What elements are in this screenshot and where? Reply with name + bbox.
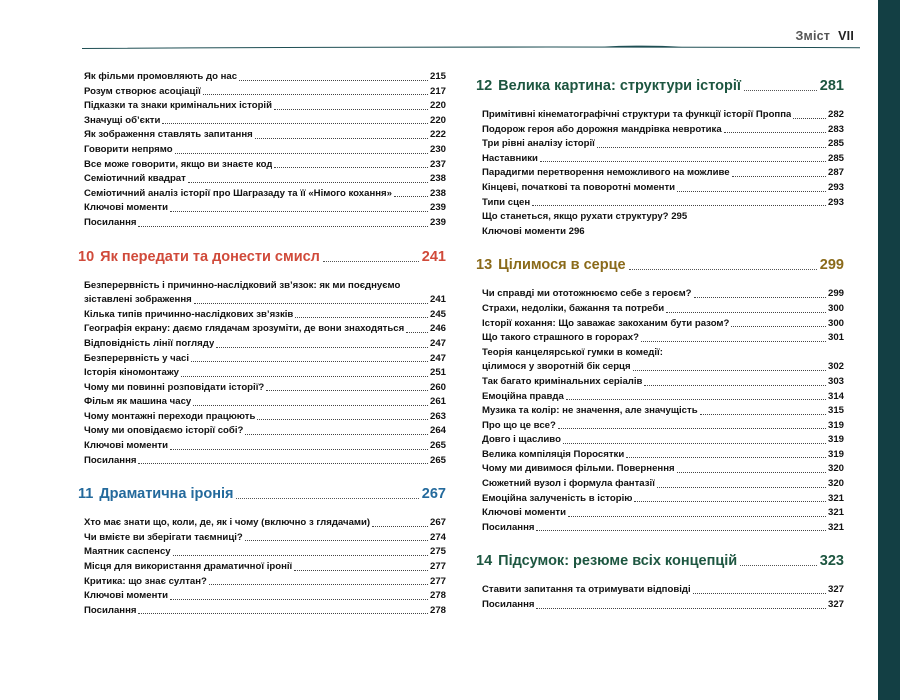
toc-group-ch13	[482, 287, 844, 535]
toc-left-column	[78, 70, 446, 618]
toc-entry[interactable]: Парадигми перетворення неможливого на можливе 287	[482, 167, 844, 179]
toc-entry[interactable]: Як зображення ставлять запитання 222	[84, 129, 446, 141]
toc-entry[interactable]: Безперервність у часі 247	[84, 352, 446, 364]
toc-entry[interactable]: Подорож героя або дорожня мандрівка невротика 283	[482, 123, 844, 135]
toc-entry[interactable]: Чи справді ми ототожнюємо себе з героєм? 299	[482, 288, 844, 300]
toc-entry[interactable]: Так багато кримінальних серіалів 303	[482, 375, 844, 387]
toc-entry[interactable]: Ключові моменти 239	[84, 202, 446, 214]
toc-entry[interactable]: Значущі об’єкти 220	[84, 114, 446, 126]
chapter-heading-12[interactable]: 12 Велика картина: структури історії 281	[476, 78, 844, 94]
toc-entry[interactable]: Посилання 327	[482, 599, 844, 611]
chapter-heading-11[interactable]: 11 Драматична іронія 267	[78, 486, 446, 503]
toc-entry[interactable]: Три рівні аналізу історії 285	[482, 138, 844, 150]
sidebar-strip	[878, 0, 900, 700]
toc-entry[interactable]: Теорія канцелярської гумки в комедії: цілимося у зворотній бік серця 302	[482, 346, 844, 373]
toc-entry[interactable]: Як фільми промовляють до нас 215	[84, 71, 446, 82]
toc-entry[interactable]: Безперервність і причинно-наслідковий зв’язок: як ми поєднуємо зіставлені зображення 241	[84, 279, 446, 306]
toc-entry[interactable]: Кількa типів причинно-наслідкових зв’язків 245	[84, 308, 446, 320]
toc-entry[interactable]: Ключові моменти 265	[84, 440, 446, 452]
toc-entry[interactable]: Страхи, недоліки, бажання та потреби 300	[482, 302, 844, 314]
toc-entry[interactable]: Чому ми повинні розповідати історії? 260	[84, 381, 446, 393]
toc-entry[interactable]: Ключові моменти 296	[482, 225, 585, 237]
toc-entry[interactable]: Велика компіляція Поросятки 319	[482, 448, 844, 460]
toc-entry[interactable]: Відповідність лінії погляду 247	[84, 337, 446, 349]
chapter-heading-10[interactable]: 10 Як передати та донести смисл 241	[78, 248, 446, 265]
toc-entry[interactable]: Емоційна правда 314	[482, 390, 844, 402]
toc-entry[interactable]: Фільм як машина часу 261	[84, 396, 446, 408]
toc-group-ch14	[482, 583, 844, 612]
toc-entry[interactable]: Маятник саспенсу 275	[84, 546, 446, 558]
toc-entry[interactable]: Семіотичний аналіз історії про Шагразаду та її «Німого кохання» 238	[84, 187, 446, 199]
toc-entry[interactable]: Примітивні кінематографічні структури та функції історії Проппа 282	[482, 109, 844, 120]
toc-entry[interactable]: Ключові моменти 321	[482, 507, 844, 519]
toc-entry[interactable]: Історії кохання: Що заважає закоханим бути разом? 300	[482, 317, 844, 329]
toc-entry[interactable]: Чому ми дивимося фільми. Повернення 320	[482, 463, 844, 475]
toc-entry[interactable]: Про що це все? 319	[482, 419, 844, 431]
toc-entry[interactable]: Чи вмієте ви зберігати таємниці? 274	[84, 531, 446, 543]
toc-entry[interactable]: Сюжетний вузол і формула фантазії 320	[482, 478, 844, 490]
toc-entry[interactable]: Кінцеві, початкові та поворотні моменти 293	[482, 181, 844, 193]
toc-entry[interactable]: Місця для використання драматичної іронії 277	[84, 561, 446, 573]
toc-entry[interactable]: Критика: що знає султан? 277	[84, 575, 446, 587]
toc-entry[interactable]: Географія екрану: даємо глядачам зрозуміти, де вони знаходяться 246	[84, 323, 446, 335]
toc-entry[interactable]: Розум створює асоціації 217	[84, 85, 446, 97]
toc-entry[interactable]: Посилання 239	[84, 216, 446, 228]
header-rule	[82, 44, 860, 50]
toc-group-ch10	[84, 279, 446, 469]
toc-entry[interactable]: Підказки та знаки кримінальних історій 220	[84, 100, 446, 112]
toc-entry[interactable]: Типи сцен 293	[482, 196, 844, 208]
toc-group-top	[84, 70, 446, 231]
toc-entry[interactable]: Музика та колір: не значення, але значущість 315	[482, 405, 844, 417]
toc-entry[interactable]: Що станеться, якщо рухати структуру? 295	[482, 211, 688, 223]
toc-entry[interactable]: Ключові моменти 278	[84, 590, 446, 602]
toc-entry[interactable]: Наставники 285	[482, 152, 844, 164]
toc-entry[interactable]: Посилання 265	[84, 454, 446, 466]
toc-entry[interactable]: Семіотичний квадрат 238	[84, 173, 446, 185]
toc-entry[interactable]: Емоційна залученість в історію 321	[482, 492, 844, 504]
page-numeral: VII	[838, 29, 854, 43]
toc-group-ch12	[482, 108, 844, 239]
toc-entry[interactable]: Чому монтажні переходи працюють 263	[84, 410, 446, 422]
toc-right-column	[476, 70, 844, 613]
toc-entry[interactable]: Хто має знати що, коли, де, як і чому (включно з глядачами) 267	[84, 517, 446, 529]
toc-entry[interactable]: Все може говорити, якщо ви знаєте код 237	[84, 158, 446, 170]
toc-entry[interactable]: Що такого страшного в горорах? 301	[482, 332, 844, 344]
toc-entry[interactable]: Історія кіномонтажу 251	[84, 367, 446, 379]
toc-entry[interactable]: Говорити непрямо 230	[84, 143, 446, 155]
page-header	[795, 29, 854, 43]
toc-entry[interactable]: Посилання 278	[84, 604, 446, 616]
toc-entry[interactable]: Довго і щасливо 319	[482, 434, 844, 446]
header-title: Зміст	[795, 29, 831, 43]
toc-entry[interactable]: Чому ми оповідаємо історії собі? 264	[84, 425, 446, 437]
toc-entry[interactable]: Посилання 321	[482, 521, 844, 533]
toc-group-ch11	[84, 516, 446, 618]
chapter-heading-13[interactable]: 13 Цілимося в серце 299	[476, 257, 844, 274]
toc-entry[interactable]: Ставити запитання та отримувати відповіді 327	[482, 584, 844, 596]
chapter-heading-14[interactable]: 14 Підсумок: резюме всіх концепцій 323	[476, 553, 844, 570]
